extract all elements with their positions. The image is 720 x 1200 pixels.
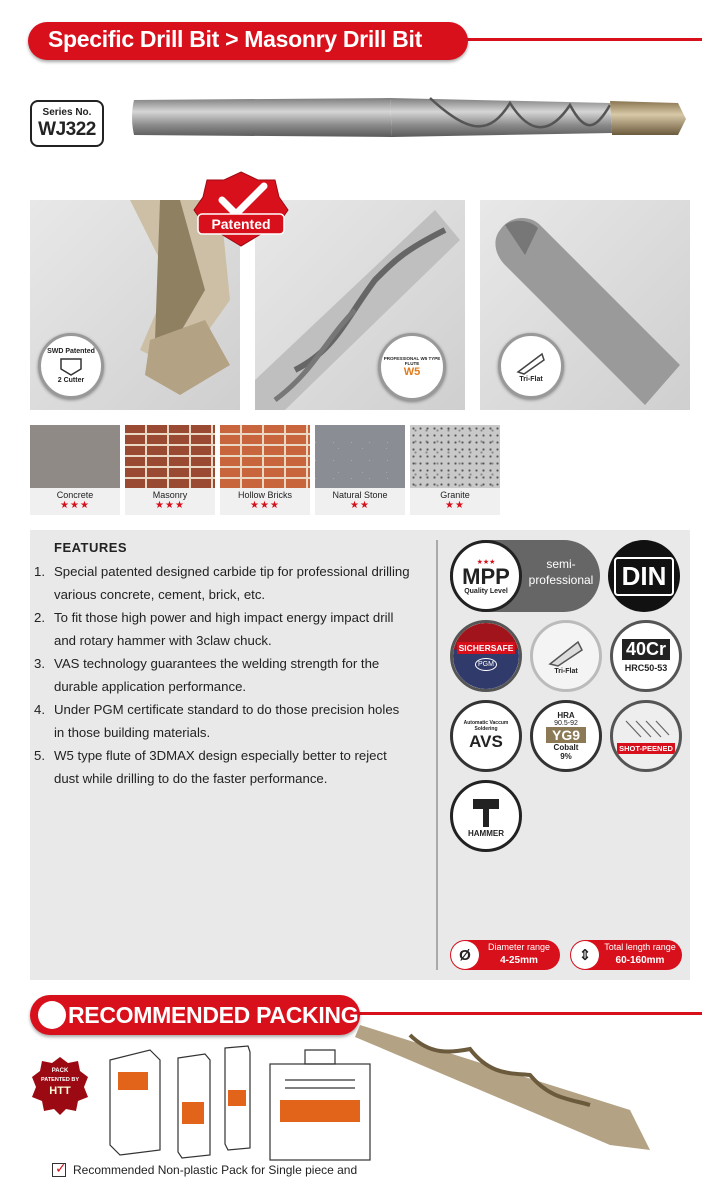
range-label: Total length range [604, 942, 676, 952]
cobalt-value: 9% [560, 752, 572, 761]
material-swatch-1 [125, 425, 215, 488]
semi-professional-text [526, 556, 596, 588]
material-rating: ★★★ [155, 500, 185, 511]
material-rating: ★★ [350, 500, 370, 511]
feature-text: VAS technology guarantees the welding strength for the durable application performance. [54, 656, 380, 694]
series-badge [30, 100, 104, 147]
material-name: Masonry [152, 490, 188, 500]
hardness-label: HRC50-53 [624, 663, 668, 673]
w5-flute-badge [378, 333, 446, 401]
material-name: Hollow Bricks [237, 490, 292, 500]
features-list [34, 560, 410, 790]
material-caption [30, 488, 120, 515]
yg9-label: YG9 [546, 727, 586, 743]
cobalt-label: Cobalt [553, 743, 579, 752]
shot-peened-icon [621, 719, 671, 743]
mpp-sublabel: Quality Level [464, 587, 508, 595]
feature-text: W5 type flute of 3DMAX design especially better to reject dust while drilling to do the faster performance. [54, 748, 387, 786]
tri-flat-text: Tri-Flat [519, 375, 543, 383]
seal-brand: HTT [49, 1085, 71, 1097]
material-swatch-0 [30, 425, 120, 488]
drill-bit-angled-image [350, 1015, 690, 1155]
feature-text: To fit those high power and high impact energy impact drill and rotary hammer with 3claw chuck. [54, 610, 394, 648]
feature-number: 3. [34, 656, 45, 671]
tri-flat-shape-icon [546, 638, 586, 668]
cutter-icon [58, 355, 84, 377]
swd-patented-badge [38, 333, 104, 399]
packing-bullet [38, 1001, 66, 1029]
avs-soldering-badge [450, 700, 522, 772]
tri-flat-icon-badge [530, 620, 602, 692]
material-swatch-3 [315, 425, 405, 488]
swd-patented-text: SWD Patented [47, 348, 95, 355]
diameter-range-pill [450, 940, 560, 970]
seal-top: PACK [51, 1068, 69, 1074]
feature-number: 4. [34, 702, 45, 717]
material-name: Natural Stone [332, 490, 388, 500]
range-value: 60-160mm [615, 955, 665, 966]
w5-flute-code: W5 [403, 366, 421, 378]
hra-value: 90.5-92 [554, 720, 578, 727]
drill-bit-image [130, 85, 690, 155]
din-label: DIN [614, 557, 675, 596]
swd-cutter-text: 2 Cutter [57, 377, 85, 384]
material-swatch-2 [220, 425, 310, 488]
materials-row [30, 425, 500, 515]
hammer-label: HAMMER [468, 828, 504, 838]
feature-text: Special patented designed carbide tip for professional drilling various concrete, cement, brick, etc. [54, 564, 410, 602]
page-title: Specific Drill Bit > Masonry Drill Bit [48, 26, 422, 52]
w5-flute-label: PROFESSIONAL W5 TYPE FLUTE [383, 356, 441, 366]
material-name: Granite [440, 490, 470, 500]
pack-illustrations [100, 1040, 380, 1165]
feature-item [34, 744, 410, 790]
hammer-badge [450, 780, 522, 852]
mpp-quality-badge [450, 540, 522, 612]
sichersafe-label: SICHERSAFE [458, 642, 514, 653]
packing-note-text: Recommended Non-plastic Pack for Single piece and [73, 1163, 358, 1177]
series-number: WJ322 [38, 119, 96, 140]
material-rating: ★★ [445, 500, 465, 511]
shot-peened-label: SHOT-PEENED [619, 743, 673, 753]
mpp-label: MPP [462, 563, 510, 589]
pack-patent-seal [30, 1055, 90, 1115]
semi-line1: semi- [546, 557, 576, 571]
steel-grade-label: 40Cr [622, 639, 670, 660]
shot-peened-badge [610, 700, 682, 772]
sichersafe-badge [450, 620, 522, 692]
series-label: Series No. [42, 107, 92, 118]
avs-ring-text: Automatic Vaccum Soldering [463, 720, 509, 732]
seal-mid: PATENTED BY [41, 1077, 79, 1083]
steel-grade-badge [610, 620, 682, 692]
feature-text: Under PGM certificate standard to do those precision holes in those building materials. [54, 702, 400, 740]
check-icon: ✓ [52, 1163, 66, 1177]
feature-item [34, 652, 410, 698]
features-title: FEATURES [54, 540, 128, 555]
pgm-label: PGM [475, 658, 497, 671]
diameter-icon: Ø [451, 941, 479, 969]
material-caption [125, 488, 215, 515]
range-label: Diameter range [487, 942, 551, 952]
material-caption [220, 488, 310, 515]
hammer-icon [469, 795, 503, 829]
avs-label: AVS [469, 732, 503, 751]
tri-flat-icon [514, 350, 548, 376]
tri-flat-icon-label: Tri-Flat [554, 667, 578, 675]
header-rule [440, 38, 702, 41]
length-range-pill [570, 940, 682, 970]
semi-line2: professional [528, 573, 594, 587]
material-name: Concrete [56, 490, 94, 500]
range-value: 4-25mm [500, 955, 538, 966]
material-swatch-4 [410, 425, 500, 488]
mpp-stars: ★★★ [476, 558, 496, 566]
din-badge [608, 540, 680, 612]
packing-note [52, 1160, 358, 1177]
length-icon: ⇕ [571, 941, 599, 969]
material-caption [315, 488, 405, 515]
feature-item [34, 698, 410, 744]
patented-label: Patented [211, 216, 271, 232]
material-rating: ★★★ [250, 500, 280, 511]
packing-title: RECOMMENDED PACKING [68, 1002, 359, 1028]
feature-item [34, 606, 410, 652]
material-rating: ★★★ [60, 500, 90, 511]
feature-item [34, 560, 410, 606]
feature-number: 2. [34, 610, 45, 625]
hra-label: HRA [557, 711, 575, 720]
feature-number: 5. [34, 748, 45, 763]
material-caption [410, 488, 500, 515]
yg9-carbide-badge [530, 700, 602, 772]
patented-seal [192, 170, 290, 248]
panel-divider [436, 540, 438, 970]
tri-flat-badge [498, 333, 564, 399]
feature-number: 1. [34, 564, 45, 579]
